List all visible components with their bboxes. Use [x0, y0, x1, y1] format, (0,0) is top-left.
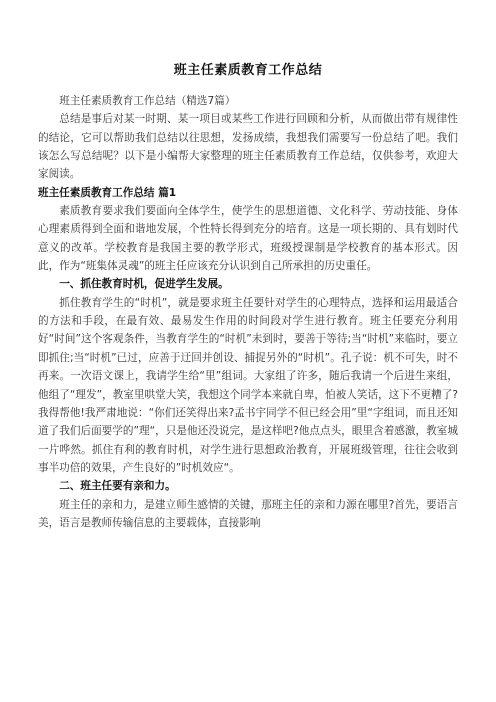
intro-paragraph: 总结是事后对某一时期、某一项目或某些工作进行回顾和分析，从而做出带有规律性的结论，它可以帮助我们总结以往思想，发扬成绩，我想我们需要写一份总结了吧。我们该怎么写总结呢？以下是小编帮大家整理的班主任素质教育工作总结，仅供参考，欢迎大家阅读。 [38, 113, 458, 181]
paragraph-2: 抓住教育学生的“时机”，就是要求班主任要针对学生的心理特点，选择和运用最适合的方法和手段，在最有效、最易发生作用的时间段对学生进行教育。班主任要充分利用好“时间”这个客观条件，当教育学生的“时机”未到时，要善于等待;当“时机”来临时，要立即抓住;当“时机”已过，应善于迂回并创设、捕捉另外的“时机”。孔子说：机不可失，时不再来。一次语文课上，我请学生给“里”组词。大家组了许多，随后我请一个后进生来组，他组了“理发”，教室里哄堂大笑，我想这个同学本来就自卑，怕被人笑话，这下不更糟了?我得帮他!我严肃地说：“你们还笑得出来?孟书宇同学不但已经会用”里“字组词，而且还知道了我们后面要学的”理“，只是他还没说完，是这样吧?他点点头，眼里含着感激，教室城一片哗然。抓住有利的教育时机，对学生进行思想政治教育，开展班级管理，往往会收到事半功倍的效果，产生良好的”时机效应“。 [38, 296, 458, 474]
page-title: 班主任素质教育工作总结 [173, 63, 323, 78]
paragraph-1: 素质教育要求我们要面向全体学生，使学生的思想道德、文化科学、劳动技能、身体心理素质得到全面和谐地发展，个性特长得到充分的培育。这是一项长期的、具有划时代意义的改革。学校教育是我国主要的教学形式，班级授课制是学校教育的基本形式。因此，作为“班集体灵魂”的班主任应该充分认识到自己所承担的历史重任。 [38, 205, 458, 273]
document-body [38, 92, 458, 532]
heading-2: 二、班主任要有亲和力。 [59, 480, 176, 493]
section-title: 班主任素质教育工作总结 篇1 [38, 186, 177, 199]
paragraph-3: 班主任的亲和力，是建立师生感情的关键，那班主任的亲和力源在哪里?首先，要语言美，语言是教师传输信息的主要载体，直接影响 [38, 498, 458, 529]
subtitle: 班主任素质教育工作总结（精选7篇） [59, 95, 236, 107]
heading-1: 一、抓住教育时机，促进学生发展。 [59, 278, 229, 291]
